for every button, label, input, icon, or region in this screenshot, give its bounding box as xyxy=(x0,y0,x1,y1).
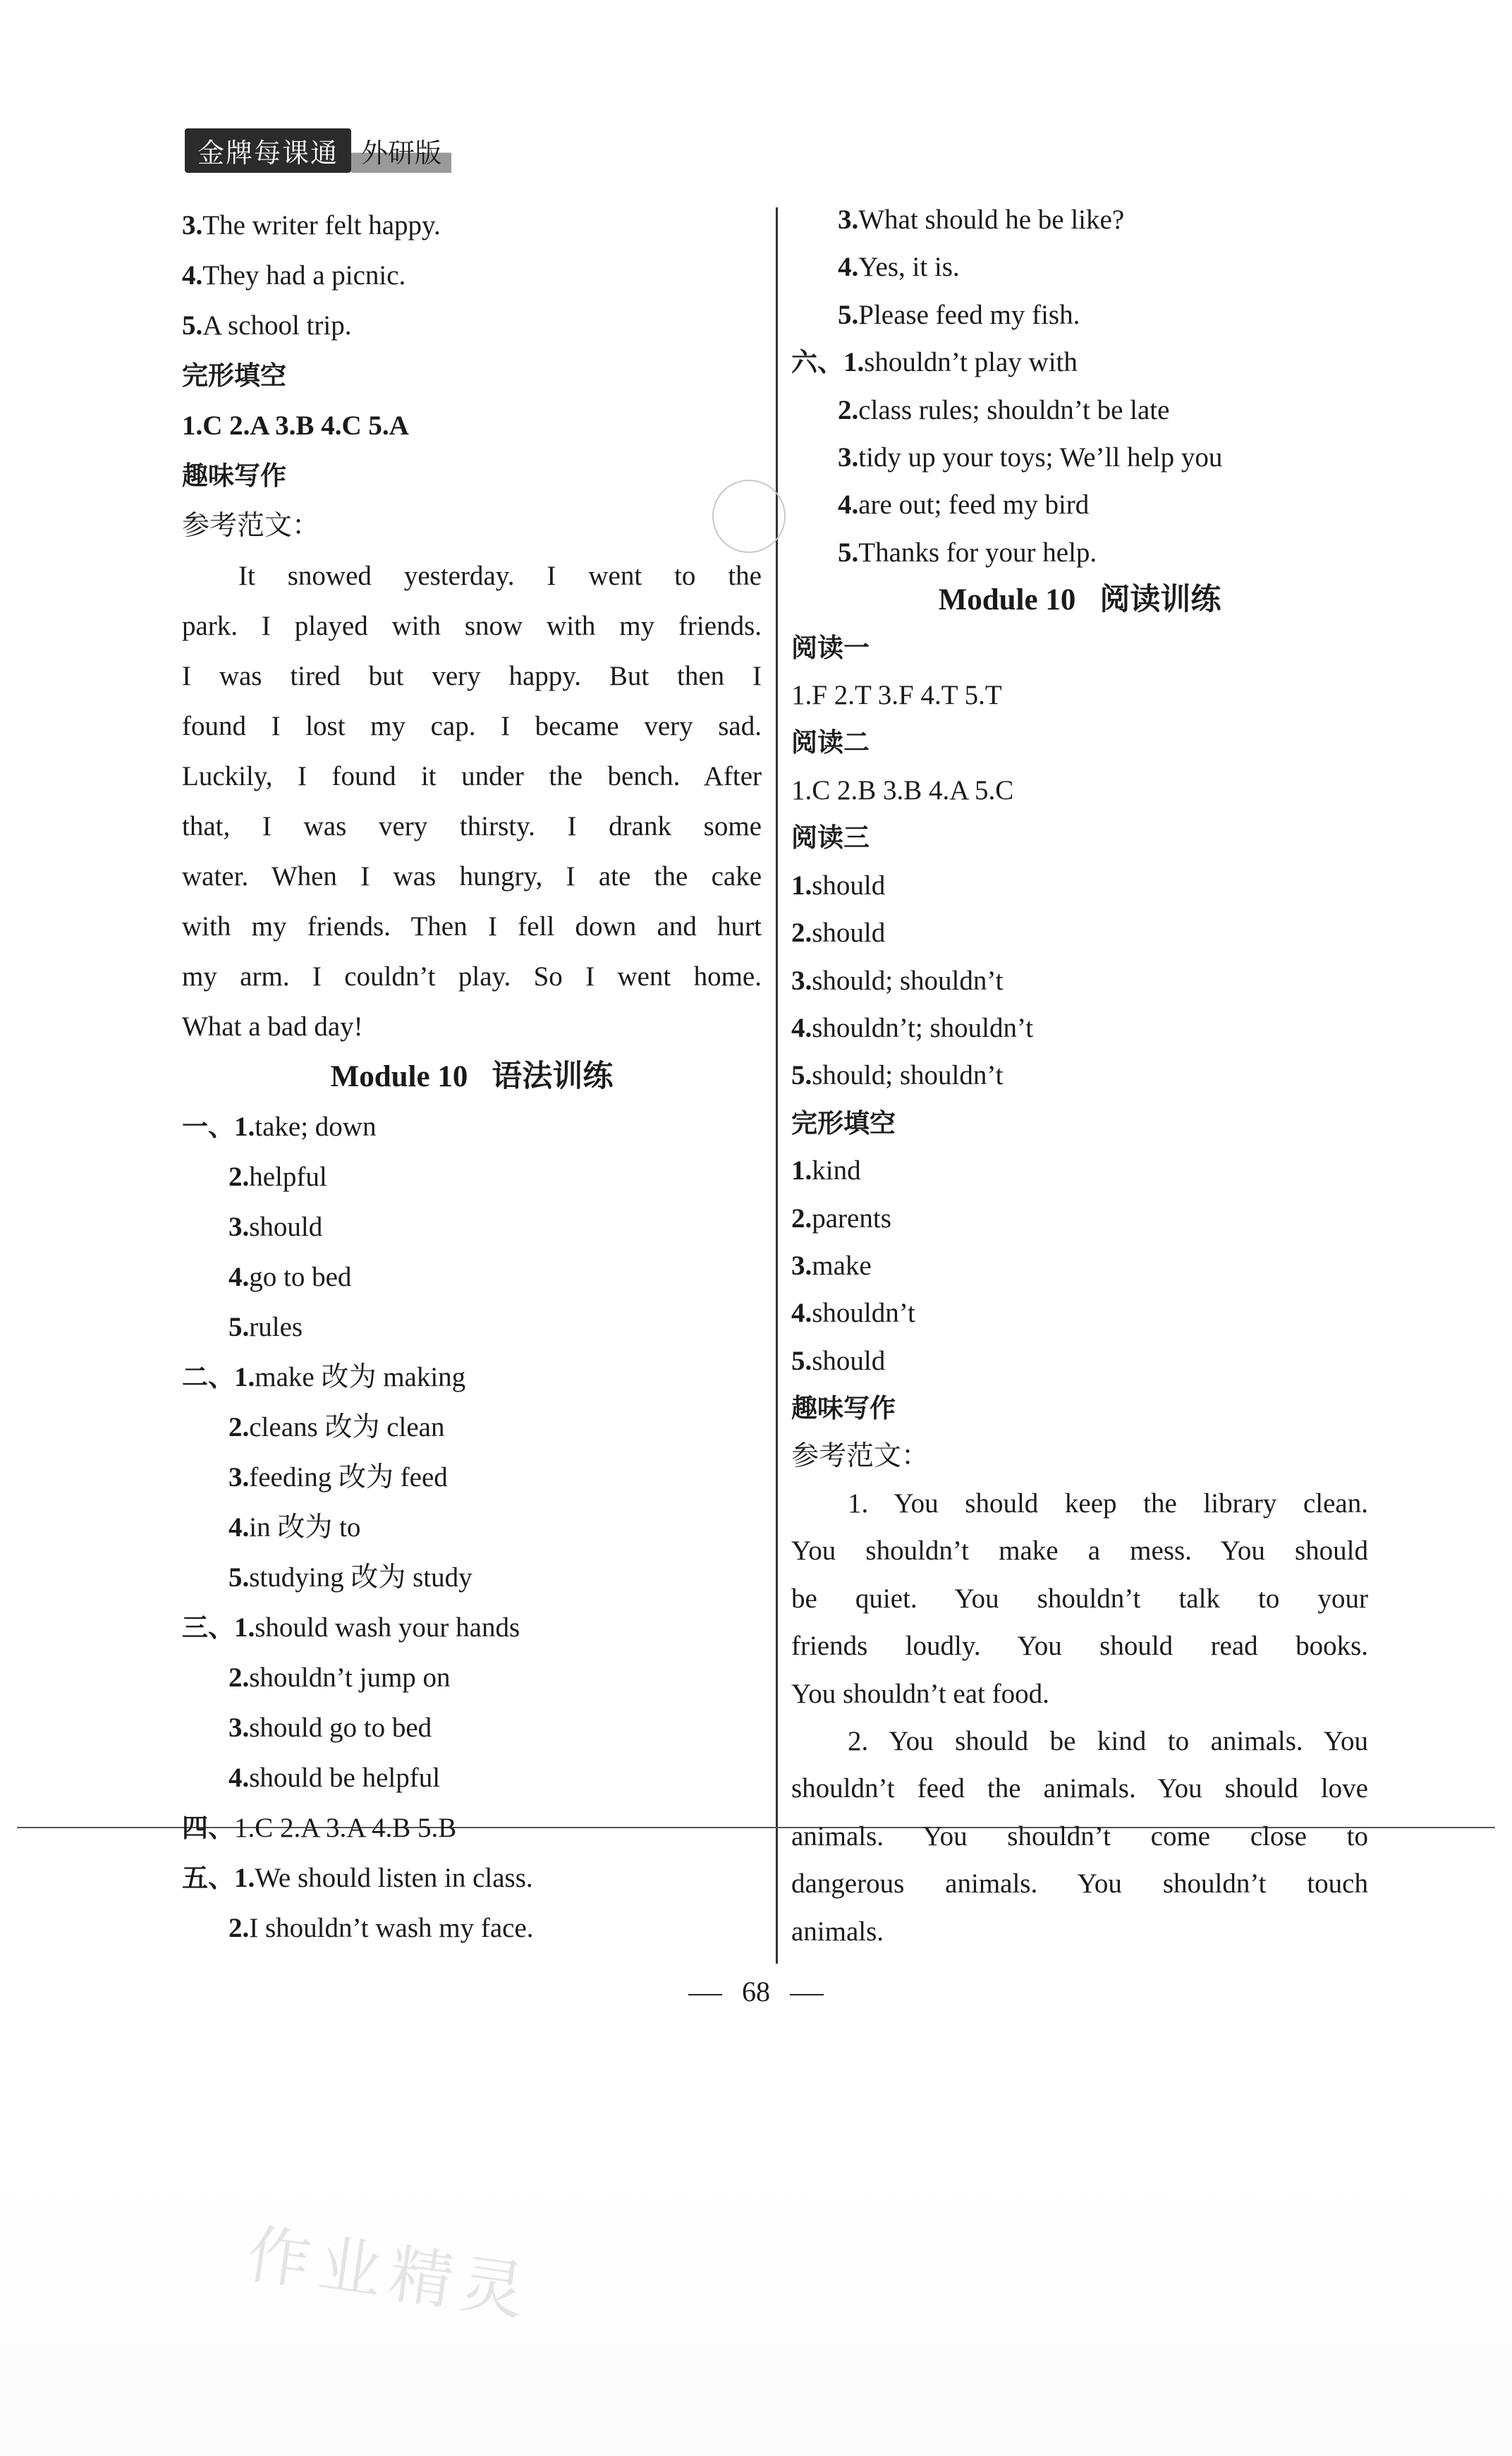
item-text: feeding 改为 feed xyxy=(249,1462,448,1493)
answer-item xyxy=(182,1853,762,1903)
answer-item xyxy=(182,300,762,351)
answer-item xyxy=(182,1703,762,1753)
item-text: shouldn’t play with xyxy=(864,347,1078,378)
essay-line: shouldn’t feed the animals. You should love xyxy=(791,1773,1368,1804)
item-text: take; down xyxy=(255,1112,377,1142)
section-label: 四、 xyxy=(182,1813,234,1843)
reading-1-title: 阅读一 xyxy=(791,632,870,663)
essay-line: that, I was very thirsty. I drank some xyxy=(182,811,762,841)
item-text: helpful xyxy=(249,1162,327,1192)
essay-line: with my friends. Then I fell down and hurt xyxy=(182,911,762,942)
reading-3-title: 阅读三 xyxy=(791,822,870,853)
item-text: rules xyxy=(249,1312,303,1342)
item-number: 2. xyxy=(228,1662,250,1693)
essay-line: found I lost my cap. I became very sad. xyxy=(182,711,762,741)
answer-item xyxy=(791,1289,1368,1337)
answer-item xyxy=(791,339,1368,386)
item-text: shouldn’t jump on xyxy=(249,1662,451,1693)
sample-label: 参考范文： xyxy=(791,1440,929,1471)
item-text: cleans 改为 clean xyxy=(249,1412,445,1442)
dash-left xyxy=(688,1994,722,1995)
item-number: 3. xyxy=(791,965,812,996)
item-number: 1. xyxy=(234,1863,255,1893)
answer-item xyxy=(182,250,762,300)
answer-item xyxy=(791,1242,1368,1289)
answer-item xyxy=(182,1502,762,1552)
item-text: should go to bed xyxy=(249,1713,432,1743)
answer-item xyxy=(791,387,1368,434)
book-header xyxy=(185,129,451,171)
answer-item xyxy=(182,1903,762,1953)
item-text: Yes, it is. xyxy=(858,252,960,283)
module-title xyxy=(791,576,1368,624)
module-subtitle: 语法训练 xyxy=(492,1059,614,1094)
item-text: What should he be like? xyxy=(858,205,1125,235)
item-text: should; shouldn’t xyxy=(812,965,1004,996)
item-number: 5. xyxy=(791,1060,812,1091)
section-label: 一、 xyxy=(182,1112,234,1142)
essay-line: You shouldn’t make a mess. You should xyxy=(791,1536,1368,1567)
item-number: 5. xyxy=(228,1312,250,1342)
item-text: are out; feed my bird xyxy=(858,490,1090,521)
item-number: 5. xyxy=(838,299,859,330)
item-number: 1. xyxy=(234,1612,255,1643)
item-number: 1. xyxy=(791,870,812,901)
essay-line: 1. You should keep the library clean. xyxy=(848,1488,1368,1519)
answer-item xyxy=(182,1603,762,1653)
item-number: 4. xyxy=(791,1012,812,1043)
item-text: should be helpful xyxy=(249,1763,441,1793)
item-text: should; shouldn’t xyxy=(812,1060,1004,1091)
module-number: Module 10 xyxy=(330,1060,468,1093)
section-label: 五、 xyxy=(182,1863,234,1893)
cloze-answers: 1.C 2.A 3.B 4.C 5.A xyxy=(182,411,409,441)
cloze-title: 完形填空 xyxy=(182,360,286,391)
answer-item xyxy=(182,200,762,250)
item-text: A school trip. xyxy=(202,310,352,341)
item-text: should xyxy=(812,918,886,949)
essay-line: I was tired but very happy. But then I xyxy=(182,661,762,691)
writing-title: 趣味写作 xyxy=(182,461,286,491)
essay-line: be quiet. You shouldn’t talk to your xyxy=(791,1583,1368,1614)
item-number: 1. xyxy=(234,1112,255,1142)
answer-item xyxy=(791,243,1368,291)
item-text: kind xyxy=(812,1155,861,1186)
item-text: shouldn’t xyxy=(812,1298,915,1329)
essay-line: animals. xyxy=(791,1916,884,1947)
answer-item xyxy=(791,862,1368,909)
answer-item xyxy=(182,1653,762,1703)
section-label: 二、 xyxy=(182,1362,234,1392)
item-text: studying 改为 study xyxy=(249,1562,472,1593)
answer-item xyxy=(791,1004,1368,1052)
answer-item xyxy=(791,291,1368,339)
essay-line: 2. You should be kind to animals. You xyxy=(848,1726,1368,1756)
essay-line: friends loudly. You should read books. xyxy=(791,1631,1368,1662)
item-text: We should listen in class. xyxy=(255,1863,533,1893)
item-text: tidy up your toys; We’ll help you xyxy=(858,442,1223,473)
answer-item xyxy=(182,1352,762,1402)
answer-item xyxy=(791,957,1368,1004)
item-text: parents xyxy=(812,1203,891,1234)
item-number: 5. xyxy=(182,310,203,341)
item-number: 2. xyxy=(228,1913,250,1943)
item-text: Please feed my fish. xyxy=(858,299,1080,330)
answer-item xyxy=(791,434,1368,481)
item-text: I shouldn’t wash my face. xyxy=(249,1913,534,1943)
item-text: make 改为 making xyxy=(255,1362,466,1392)
essay-line: You shouldn’t eat food. xyxy=(791,1678,1049,1709)
answer-item xyxy=(791,1195,1368,1242)
answer-item xyxy=(182,1753,762,1803)
left-column xyxy=(182,200,762,1953)
item-number: 2. xyxy=(791,1203,812,1234)
module-title xyxy=(182,1052,762,1102)
page-bottom-shade xyxy=(0,2172,1512,2456)
item-number: 1. xyxy=(791,1155,812,1186)
item-number: 5. xyxy=(791,1345,812,1376)
section-label: 三、 xyxy=(182,1612,234,1643)
sample-label: 参考范文： xyxy=(182,511,320,541)
item-number: 4. xyxy=(791,1298,812,1329)
item-text: should wash your hands xyxy=(255,1612,520,1643)
module-number: Module 10 xyxy=(938,583,1076,617)
item-number: 2. xyxy=(791,918,812,949)
item-number: 1. xyxy=(843,347,865,378)
item-number: 3. xyxy=(791,1250,812,1281)
item-number: 3. xyxy=(838,205,859,235)
item-text: in 改为 to xyxy=(249,1512,361,1543)
item-number: 2. xyxy=(228,1162,250,1192)
item-number: 4. xyxy=(228,1763,250,1793)
essay-paragraph xyxy=(791,1718,1368,1955)
answer-item xyxy=(182,1452,762,1502)
item-text: Thanks for your help. xyxy=(858,537,1097,568)
item-number: 2. xyxy=(228,1412,250,1442)
essay-line: park. I played with snow with my friends. xyxy=(182,611,762,641)
watermark: 作业精灵 xyxy=(242,2217,538,2330)
item-text: should xyxy=(812,870,886,901)
section-label: 六、 xyxy=(791,347,843,378)
cloze-title: 完形填空 xyxy=(791,1107,896,1138)
item-number: 5. xyxy=(228,1562,250,1593)
answer-item xyxy=(182,1402,762,1452)
answer-item xyxy=(791,1147,1368,1194)
reading-2-title: 阅读二 xyxy=(791,727,870,758)
page-number xyxy=(0,1975,1512,2008)
answer-item xyxy=(791,196,1368,243)
item-number: 4. xyxy=(228,1512,250,1543)
dash-right xyxy=(790,1994,824,1995)
answer-item xyxy=(791,529,1368,576)
answer-item xyxy=(182,1202,762,1252)
answer-item xyxy=(182,1302,762,1352)
item-text: shouldn’t; shouldn’t xyxy=(812,1012,1034,1043)
answer-item xyxy=(791,481,1368,528)
item-number: 3. xyxy=(228,1462,250,1493)
item-number: 4. xyxy=(838,252,859,283)
brand-label: 金牌每课通 xyxy=(185,128,351,173)
essay-paragraph xyxy=(182,551,762,1052)
essay-line: my arm. I couldn’t play. So I went home. xyxy=(182,961,762,992)
reading-2-answers: 1.C 2.B 3.B 4.A 5.C xyxy=(791,774,1014,806)
item-text: class rules; shouldn’t be late xyxy=(858,394,1170,425)
answer-item xyxy=(182,1252,762,1302)
item-text: should xyxy=(249,1212,323,1242)
writing-title: 趣味写作 xyxy=(791,1393,896,1424)
answer-item xyxy=(791,1052,1368,1099)
answer-item xyxy=(182,1102,762,1152)
item-number: 3. xyxy=(182,210,203,241)
answer-item xyxy=(182,1803,762,1853)
item-text: 1.C 2.A 3.A 4.B 5.B xyxy=(234,1813,457,1843)
essay-line: Luckily, I found it under the bench. After xyxy=(182,761,762,791)
item-number: 5. xyxy=(838,537,859,568)
module-subtitle: 阅读训练 xyxy=(1099,582,1221,618)
essay-line: What a bad day! xyxy=(182,1011,363,1042)
answer-item xyxy=(791,909,1368,956)
item-number: 4. xyxy=(838,490,859,521)
item-number: 1. xyxy=(234,1362,255,1392)
edition-label: 外研版 xyxy=(351,128,451,173)
item-number: 3. xyxy=(838,442,859,473)
essay-line: dangerous animals. You shouldn’t touch xyxy=(791,1868,1368,1899)
item-number: 4. xyxy=(182,260,203,291)
item-text: make xyxy=(812,1250,872,1281)
item-text: They had a picnic. xyxy=(202,260,406,291)
item-number: 2. xyxy=(838,394,859,425)
column-divider xyxy=(776,207,778,1964)
page-number-text: 68 xyxy=(742,1976,770,2007)
answer-item xyxy=(182,1152,762,1202)
answer-item xyxy=(791,1337,1368,1385)
essay-line: water. When I was hungry, I ate the cake xyxy=(182,861,762,892)
item-number: 3. xyxy=(228,1713,250,1743)
essay-line: It snowed yesterday. I went to the xyxy=(238,561,762,591)
item-text: go to bed xyxy=(249,1262,352,1292)
essay-line: animals. You shouldn’t come close to xyxy=(791,1820,1368,1852)
reading-1-answers: 1.F 2.T 3.F 4.T 5.T xyxy=(791,680,1002,711)
right-column xyxy=(791,196,1368,1955)
item-text: The writer felt happy. xyxy=(202,210,441,241)
item-number: 4. xyxy=(228,1262,250,1292)
essay-paragraph xyxy=(791,1480,1368,1718)
item-number: 3. xyxy=(228,1212,250,1242)
item-text: should xyxy=(812,1345,886,1376)
answer-item xyxy=(182,1552,762,1603)
